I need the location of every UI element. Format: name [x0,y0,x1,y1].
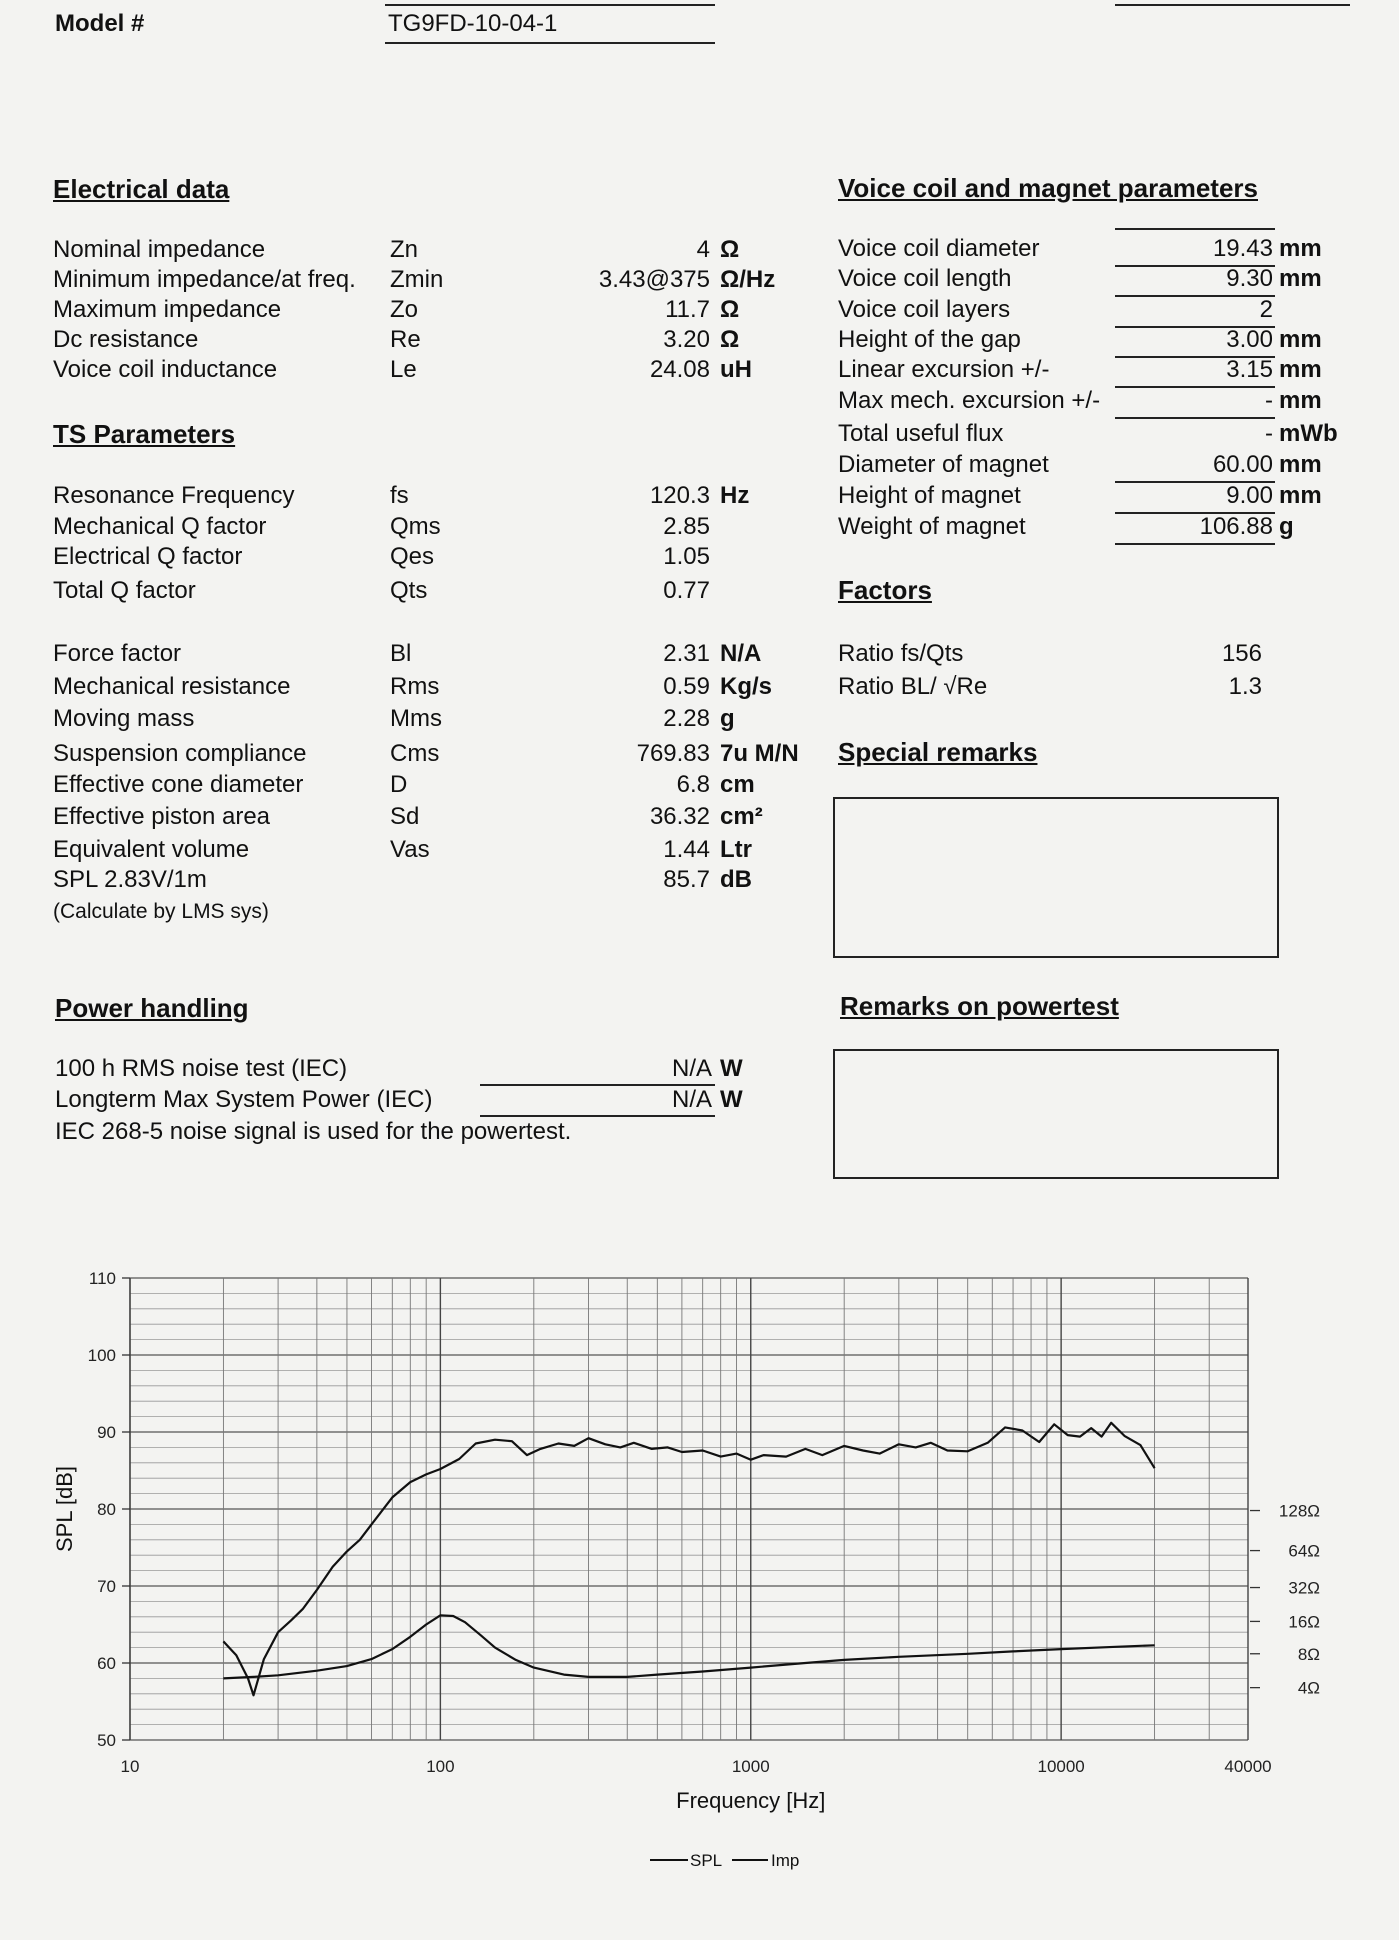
vc-value: - [1265,420,1273,447]
imp-tick-label: 4Ω [1297,1678,1320,1698]
vc-label: Weight of magnet [838,513,1026,540]
special-remarks-box [833,797,1279,958]
vc-label: Max mech. excursion +/- [838,387,1101,414]
param-label: Minimum impedance/at freq. [53,266,356,293]
param-value: 6.8 [676,771,710,798]
vc-label: Height of the gap [838,326,1021,353]
param-label: Effective piston area [53,803,271,830]
param-unit: Ω/Hz [720,266,776,293]
y-tick-label: 90 [97,1423,116,1442]
param-unit: cm² [720,803,763,830]
vc-value: 2 [1259,296,1273,323]
y-tick-label: 60 [97,1654,116,1673]
model-underline [385,42,715,44]
param-unit: g [720,705,735,732]
param-value: 3.20 [663,326,710,353]
param-value: 2.31 [663,640,710,667]
voice-coil-title: Voice coil and magnet parameters [838,173,1258,203]
factors-title: Factors [838,575,932,605]
param-symbol: Rms [390,673,440,700]
remarks-powertest-box [833,1049,1279,1179]
param-value: 1.05 [663,543,710,570]
param-value: 24.08 [649,356,710,383]
param-value: 2.85 [663,513,710,540]
param-symbol: Sd [390,803,420,830]
param-symbol: D [390,771,408,798]
power-label: 100 h RMS noise test (IEC) [55,1055,348,1082]
param-label: Mechanical Q factor [53,513,267,540]
imp-tick-label: 16Ω [1288,1612,1320,1632]
param-unit: dB [720,866,752,893]
x-tick-label: 10 [120,1757,140,1776]
vc-unit: mm [1279,265,1322,292]
param-symbol: Zn [390,236,419,263]
y-axis-label: SPL [dB] [52,1465,77,1553]
header-top-rule-left [385,4,715,6]
param-label: Nominal impedance [53,236,266,263]
factor-value: 156 [1221,640,1262,667]
vc-unit: mm [1279,451,1322,478]
param-value: 11.7 [665,296,710,323]
param-label: Moving mass [53,705,195,732]
x-tick-label: 1000 [731,1757,770,1776]
param-value: 3.43@375 [598,266,710,293]
x-tick-label: 10000 [1037,1757,1085,1776]
param-value: 2.28 [663,705,710,732]
param-symbol: Zmin [390,266,444,293]
vc-value: 60.00 [1212,451,1273,478]
vc-label: Diameter of magnet [838,451,1049,478]
imp-tick-label: 64Ω [1288,1541,1320,1561]
param-symbol: Qes [390,543,435,570]
param-label: Suspension compliance [53,740,307,767]
factor-value: 1.3 [1228,673,1262,700]
vc-label: Voice coil layers [838,296,1011,323]
chart-labels [52,1269,1320,1870]
param-value: 769.83 [636,740,710,767]
param-symbol: Vas [390,836,430,863]
param-symbol: Le [390,356,417,383]
param-symbol: Mms [390,705,442,732]
param-unit: Ω [720,236,740,263]
y-tick-label: 80 [97,1500,116,1519]
param-value: 0.59 [663,673,710,700]
ts-title: TS Parameters [53,419,236,449]
param-symbol: Zo [390,296,419,323]
voice-coil-top-rule [1115,228,1275,230]
model-value: TG9FD-10-04-1 [388,10,558,37]
vc-unit: mm [1279,235,1322,262]
model-label: Model # [55,10,145,37]
vc-value: 3.15 [1226,356,1273,383]
param-value: 1.44 [663,836,710,863]
factor-label: Ratio fs/Qts [838,640,964,667]
param-unit: Hz [720,482,750,509]
param-label: Voice coil inductance [53,356,278,383]
param-unit: cm [720,771,755,798]
param-label: Total Q factor [53,577,196,604]
vc-label: Voice coil diameter [838,235,1040,262]
power-title: Power handling [55,993,249,1023]
imp-tick-label: 32Ω [1288,1578,1320,1598]
x-tick-label: 40000 [1224,1757,1272,1776]
power-label: Longterm Max System Power (IEC) [55,1086,433,1113]
param-symbol: fs [390,482,409,509]
vc-value-underline [1115,417,1275,419]
legend-imp-label: Imp [771,1851,800,1870]
param-unit: Ω [720,326,740,353]
spl-series-line [223,1423,1154,1696]
param-label: Maximum impedance [53,296,282,323]
param-value: 0.77 [663,577,710,604]
param-value: 4 [696,236,710,263]
param-unit: uH [720,356,752,383]
special-remarks-title: Special remarks [838,737,1038,767]
vc-value: 9.00 [1226,482,1273,509]
imp-series-line [223,1615,1154,1678]
param-symbol: Cms [390,740,440,767]
legend-spl-label: SPL [690,1851,723,1870]
param-symbol: Re [390,326,421,353]
vc-unit: mm [1279,387,1322,414]
param-label: Resonance Frequency [53,482,295,509]
header-top-rule-right [1115,4,1350,6]
param-label: Mechanical resistance [53,673,291,700]
param-value: 36.32 [649,803,710,830]
vc-value: 106.88 [1199,513,1273,540]
vc-label: Linear excursion +/- [838,356,1050,383]
param-unit: Ltr [720,836,752,863]
y-tick-label: 50 [97,1731,116,1750]
param-label: Effective cone diameter [53,771,304,798]
param-label: Dc resistance [53,326,199,353]
param-label: Electrical Q factor [53,543,243,570]
vc-value: 3.00 [1226,326,1273,353]
electrical-title: Electrical data [53,174,230,204]
power-value: N/A [671,1055,712,1082]
param-value: 85.7 [663,866,710,893]
vc-value-underline [1115,543,1275,545]
imp-tick-label: 8Ω [1297,1644,1320,1664]
ts-note: (Calculate by LMS sys) [53,900,269,923]
x-axis-label: Frequency [Hz] [676,1788,826,1813]
vc-label: Voice coil length [838,265,1012,292]
param-label: Force factor [53,640,182,667]
param-unit: Kg/s [720,673,773,700]
power-value-underline [480,1115,715,1117]
vc-value: 9.30 [1226,265,1273,292]
vc-label: Height of magnet [838,482,1021,509]
power-unit: W [720,1055,743,1082]
param-unit: Ω [720,296,740,323]
vc-unit: g [1279,513,1294,540]
vc-label: Total useful flux [838,420,1004,447]
chart-grid [130,1278,1248,1740]
y-tick-label: 70 [97,1577,116,1596]
chart-series [223,1423,1154,1696]
param-label: SPL 2.83V/1m [53,866,207,893]
power-value: N/A [671,1086,712,1113]
vc-unit: mm [1279,326,1322,353]
power-note: IEC 268-5 noise signal is used for the powertest. [55,1118,572,1145]
param-value: 120.3 [649,482,710,509]
vc-unit: mm [1279,482,1322,509]
power-unit: W [720,1086,743,1113]
vc-unit: mm [1279,356,1322,383]
remarks-powertest-title: Remarks on powertest [840,991,1119,1021]
vc-unit: mWb [1279,420,1338,447]
y-tick-label: 110 [88,1269,116,1288]
param-unit: 7u M/N [720,740,799,767]
param-unit: N/A [720,640,762,667]
vc-value: - [1265,387,1273,414]
factor-label: Ratio BL/ √Re [838,673,988,700]
param-symbol: Bl [390,640,412,667]
y-tick-label: 100 [87,1346,116,1365]
param-symbol: Qts [390,577,428,604]
param-label: Equivalent volume [53,836,250,863]
param-symbol: Qms [390,513,441,540]
imp-tick-label: 128Ω [1278,1501,1320,1521]
x-tick-label: 100 [426,1757,455,1776]
vc-value: 19.43 [1212,235,1273,262]
spl-impedance-chart [0,1240,1399,1940]
